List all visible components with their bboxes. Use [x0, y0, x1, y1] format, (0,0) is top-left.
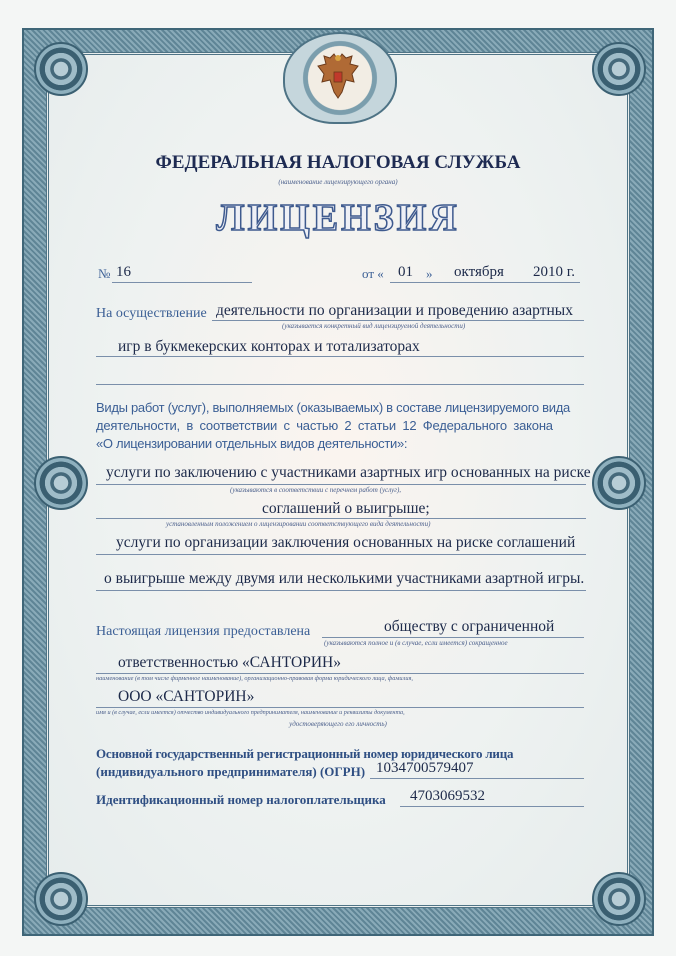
works-intro-line3: «О лицензировании отдельных видов деятельности»: — [96, 436, 408, 451]
activity-value-line1: деятельности по организации и проведению азартных — [216, 302, 573, 319]
inn-label: Идентификационный номер налогоплательщика — [96, 792, 386, 807]
service2-underline-1 — [96, 554, 586, 555]
licensee-label: Настоящая лицензия предоставлена — [96, 624, 311, 639]
inn-underline — [400, 806, 584, 807]
license-number: 16 — [116, 264, 131, 280]
service1-underline-2 — [96, 518, 586, 519]
document-title: ЛИЦЕНЗИЯ — [216, 197, 460, 239]
service1-line1: услуги по заключению с участниками азартных игр основанных на риске — [106, 464, 591, 481]
date-day: 01 — [398, 264, 413, 280]
service1-line2: соглашений о выигрыше; — [262, 500, 430, 517]
service1-underline-1 — [96, 484, 586, 485]
works-intro-line2: деятельности, в соответствии с частью 2 статьи 12 Федерального закона — [96, 418, 553, 433]
date-prefix: от « — [362, 266, 384, 281]
activity-underline-3 — [96, 384, 584, 385]
licensee-note2: наименование (в том числе фирменное наименование), организационно-правовая форма юридического лица, фамилия, — [96, 675, 413, 682]
side-rosette-right — [592, 456, 646, 510]
corner-rosette-bottom-left — [34, 872, 88, 926]
number-underline — [112, 282, 252, 283]
licensee-value-line2: ответственностью «САНТОРИН» — [118, 654, 341, 671]
works-note2: установленным положением о лицензировании соответствующего вида деятельности) — [166, 520, 431, 528]
service2-line1: услуги по организации заключения основанных на риске соглашений — [116, 534, 576, 551]
licensee-underline-2 — [96, 673, 584, 674]
ogrn-underline — [370, 778, 584, 779]
licensee-underline-1 — [322, 637, 584, 638]
side-rosette-left — [34, 456, 88, 510]
activity-label: На осуществление — [96, 306, 207, 321]
double-headed-eagle-icon — [316, 52, 360, 102]
ogrn-label-line1: Основной государственный регистрационный номер юридического лица — [96, 746, 514, 761]
activity-value-line2: игр в букмекерских конторах и тотализаторах — [118, 338, 420, 355]
corner-rosette-top-right — [592, 42, 646, 96]
licensee-note3: имя и (в случае, если имеется) отчество индивидуального предпринимателя, наименование и реквизиты документа, — [96, 709, 405, 716]
works-intro-line1: Виды работ (услуг), выполняемых (оказываемых) в составе лицензируемого вида — [96, 400, 570, 415]
date-day-close: » — [426, 266, 433, 281]
licensee-note4: удостоверяющего его личность) — [289, 720, 387, 728]
inn-value: 4703069532 — [410, 788, 485, 804]
date-underline — [390, 282, 580, 283]
service2-underline-2 — [96, 590, 586, 591]
issuing-authority: ФЕДЕРАЛЬНАЯ НАЛОГОВАЯ СЛУЖБА — [155, 152, 521, 173]
activity-note: (указывается конкретный вид лицензируемой деятельности) — [282, 322, 466, 330]
licensee-value-line3: ООО «САНТОРИН» — [118, 688, 255, 705]
licensee-note1: (указываются полное и (в случае, если имеется) сокращенное — [324, 639, 508, 647]
date-month: октября — [454, 264, 504, 280]
license-number-prefix: № — [98, 266, 111, 281]
corner-rosette-top-left — [34, 42, 88, 96]
corner-rosette-bottom-right — [592, 872, 646, 926]
licensee-value-line1: обществу с ограниченной — [384, 618, 555, 635]
ogrn-value: 1034700579407 — [376, 760, 474, 776]
ogrn-label-line2: (индивидуального предпринимателя) (ОГРН) — [96, 764, 366, 779]
issuing-authority-note: (наименование лицензирующего органа) — [278, 178, 398, 186]
date-year: 2010 г. — [533, 264, 575, 280]
activity-underline-2 — [96, 356, 584, 357]
works-note1: (указываются в соответствии с перечнем работ (услуг), — [230, 486, 402, 494]
licensee-underline-3 — [96, 707, 584, 708]
activity-underline-1 — [212, 320, 584, 321]
service2-line2: о выигрыше между двумя или несколькими участниками азартной игры. — [104, 570, 585, 587]
